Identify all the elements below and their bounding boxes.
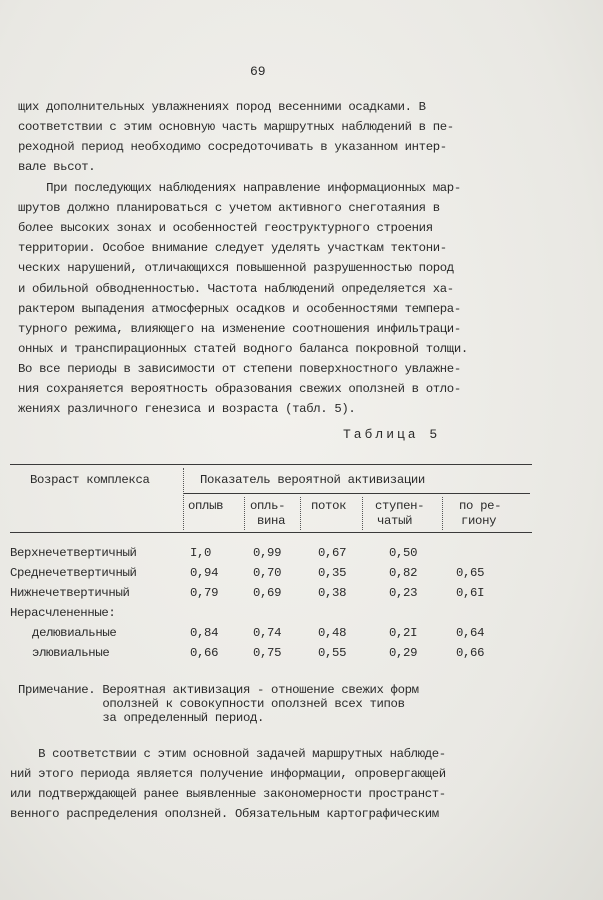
text-line: В соответствии с этим основной задачей маршрутных наблюде- [10, 747, 446, 761]
table-cell: 0,35 [318, 566, 347, 580]
text-line: соответствии с этим основную часть маршрутных наблюдений в пе- [18, 120, 454, 134]
column-header: поток [311, 499, 347, 513]
column-divider [183, 468, 184, 530]
text-line: шрутов должно планироваться с учетом активного снеготаяния в [18, 201, 440, 215]
column-header: опль- [250, 499, 286, 513]
column-header: по ре- [459, 499, 502, 513]
page-number: 69 [250, 64, 266, 79]
table-cell: 0,65 [456, 566, 485, 580]
text-line: ний этого периода является получение информации, опровергающей [10, 767, 446, 781]
table-cell: 0,74 [253, 626, 282, 640]
table-cell: 0,94 [190, 566, 219, 580]
column-header: чатый [377, 514, 413, 528]
row-label: Среднечетвертичный [10, 566, 137, 580]
text-line: онных и транспирационных статей водного баланса покровной толщи. [18, 342, 468, 356]
table-note: Примечание. Вероятная активизация - отношение свежих форм [18, 683, 419, 697]
column-header: оплыв [188, 499, 224, 513]
table-cell: 0,64 [456, 626, 485, 640]
column-header: вина [257, 514, 286, 528]
row-label: Нерасчлененные: [10, 606, 116, 620]
text-line: рактером выпадения атмосферных осадков и особенностями темпера- [18, 302, 461, 316]
column-divider [244, 497, 245, 530]
column-divider [300, 497, 301, 530]
table-header-left: Возраст комплекса [30, 473, 150, 487]
text-line: более высоких зонах и особенностей геоструктурного строения [18, 221, 433, 235]
column-divider [362, 497, 363, 530]
table-header-group: Показатель вероятной активизации [200, 473, 425, 487]
table-cell: 0,99 [253, 546, 282, 560]
text-line: территории. Особое внимание следует уделять участкам тектони- [18, 241, 447, 255]
column-divider [442, 497, 443, 530]
text-line: реходной период необходимо сосредоточивать в указанном интер- [18, 140, 447, 154]
table-cell: 0,67 [318, 546, 347, 560]
text-line: венного распределения оползней. Обязательным картографическим [10, 807, 439, 821]
row-label: элювиальные [18, 646, 110, 660]
table-cell: 0,66 [456, 646, 485, 660]
text-line: и обильной обводненностью. Частота наблюдений определяется ха- [18, 282, 454, 296]
table-cell: 0,66 [190, 646, 219, 660]
table-cell: 0,6I [456, 586, 485, 600]
row-label: делювиальные [18, 626, 117, 640]
table-cell: 0,23 [389, 586, 418, 600]
text-line: или подтверждающей ранее выявленные закономерности пространст- [10, 787, 446, 801]
text-line: Во все периоды в зависимости от степени поверхностного увлажне- [18, 362, 461, 376]
table-cell: 0,84 [190, 626, 219, 640]
table-top-rule [10, 464, 532, 465]
text-line: ческих нарушений, отличающихся повышенной разрушенностью пород [18, 261, 454, 275]
table-cell: 0,48 [318, 626, 347, 640]
column-header: гиону [461, 514, 497, 528]
table-cell: 0,50 [389, 546, 418, 560]
text-line: ния сохраняется вероятность образования свежих оползней в отло- [18, 382, 461, 396]
table-cell: 0,70 [253, 566, 282, 580]
text-line: вале вьсот. [18, 160, 96, 174]
column-header: ступен- [375, 499, 425, 513]
table-cell: 0,75 [253, 646, 282, 660]
text-line: турного режима, влияющего на изменение соотношения инфильтраци- [18, 322, 461, 336]
table-cell: 0,79 [190, 586, 219, 600]
text-line: При последующих наблюдениях направление информационных мар- [18, 181, 461, 195]
table-caption: Таблица 5 [343, 427, 441, 442]
table-cell: 0,29 [389, 646, 418, 660]
table-cell: 0,38 [318, 586, 347, 600]
table-note: за определенный период. [18, 711, 265, 725]
table-cell: I,0 [190, 546, 212, 560]
text-line: жениях различного генезиса и возраста (табл. 5). [18, 402, 356, 416]
table-cell: 0,69 [253, 586, 282, 600]
table-cell: 0,82 [389, 566, 418, 580]
table-note: оползней к совокупности оползней всех типов [18, 697, 405, 711]
row-label: Нижнечетвертичный [10, 586, 130, 600]
table-cell: 0,55 [318, 646, 347, 660]
table-cell: 0,2I [389, 626, 418, 640]
table-subheader-rule [183, 493, 530, 494]
row-label: Верхнечетвертичный [10, 546, 137, 560]
text-line: щих дополнительных увлажнениях пород весенними осадками. В [18, 100, 426, 114]
table-header-rule [10, 532, 532, 533]
